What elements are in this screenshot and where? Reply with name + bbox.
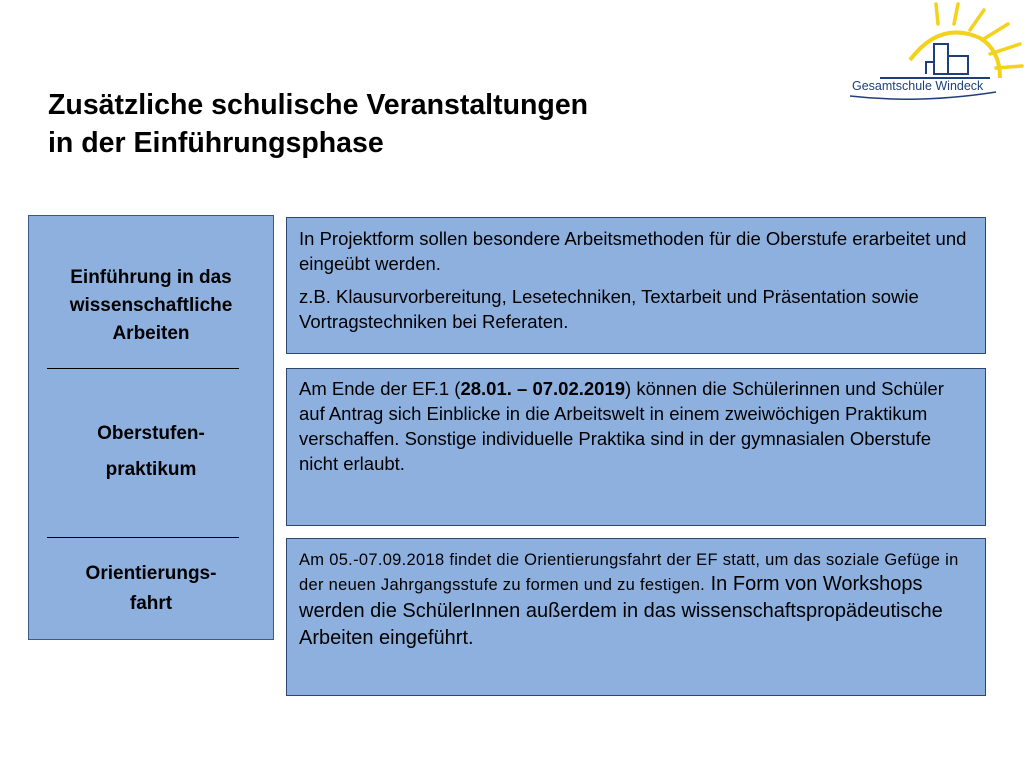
- fahrt-text: [299, 546, 973, 652]
- topic-line: wissenschaftliche: [69, 295, 233, 316]
- projekt-examples: z.B. Klausurvorbereitung, Lesetechniken, Textarbeit und Präsentation sowie Vortragstechniken bei Referaten.: [299, 286, 919, 332]
- divider: [47, 537, 239, 538]
- topic-line: Orientierungs-: [85, 563, 217, 584]
- topic-line: fahrt: [129, 593, 173, 614]
- topic-oberstufenpraktikum: [29, 416, 273, 488]
- box-projektform: [286, 217, 986, 354]
- topic-line: Arbeiten: [112, 323, 190, 344]
- topic-line: praktikum: [105, 459, 197, 480]
- praktikum-text-pre: Am Ende der EF.1 (: [299, 378, 461, 399]
- topic-line: Einführung in das: [70, 267, 232, 288]
- topic-orientierungsfahrt: [29, 559, 273, 619]
- logo-text: Gesamtschule Windeck: [852, 79, 984, 93]
- box-praktikum: [286, 368, 986, 526]
- school-logo: [840, 0, 1024, 110]
- topics-panel: [28, 215, 274, 640]
- page-title-line-1: Zusätzliche schulische Veranstaltungen: [48, 89, 589, 121]
- fahrt-text-large: In Form von Workshops werden die SchülerInnen außerdem in das wissenschaftspropädeutische Arbeiten eingeführt.: [299, 573, 943, 649]
- page-title: [48, 86, 588, 162]
- castle-sun-logo-icon: [840, 0, 1024, 110]
- divider: [47, 368, 239, 369]
- praktikum-text: [299, 376, 973, 476]
- page-title-line-2: in der Einführungsphase: [48, 127, 384, 159]
- praktikum-text-post: ) können die Schülerinnen und Schüler auf Antrag sich Einblicke in die Arbeitswelt in einem zweiwöchigen Praktikum verschaffen. Sonstige individuelle Praktika sind in der gymnasialen Oberstufe nicht erlaubt.: [299, 378, 944, 474]
- topic-wissenschaftliches-arbeiten: [29, 264, 273, 348]
- praktikum-dates: 28.01. – 07.02.2019: [460, 378, 626, 399]
- fahrt-text-small: Am 05.-07.09.2018 findet die Orientierungsfahrt der EF statt, um das soziale Gefüge in der neuen Jahrgangsstufe zu formen und zu festigen.: [299, 551, 959, 594]
- box-orientierungsfahrt: [286, 538, 986, 696]
- projekt-description: In Projektform sollen besondere Arbeitsmethoden für die Oberstufe erarbeitet und eingeübt werden.: [299, 228, 967, 274]
- topic-line: Oberstufen-: [97, 423, 205, 444]
